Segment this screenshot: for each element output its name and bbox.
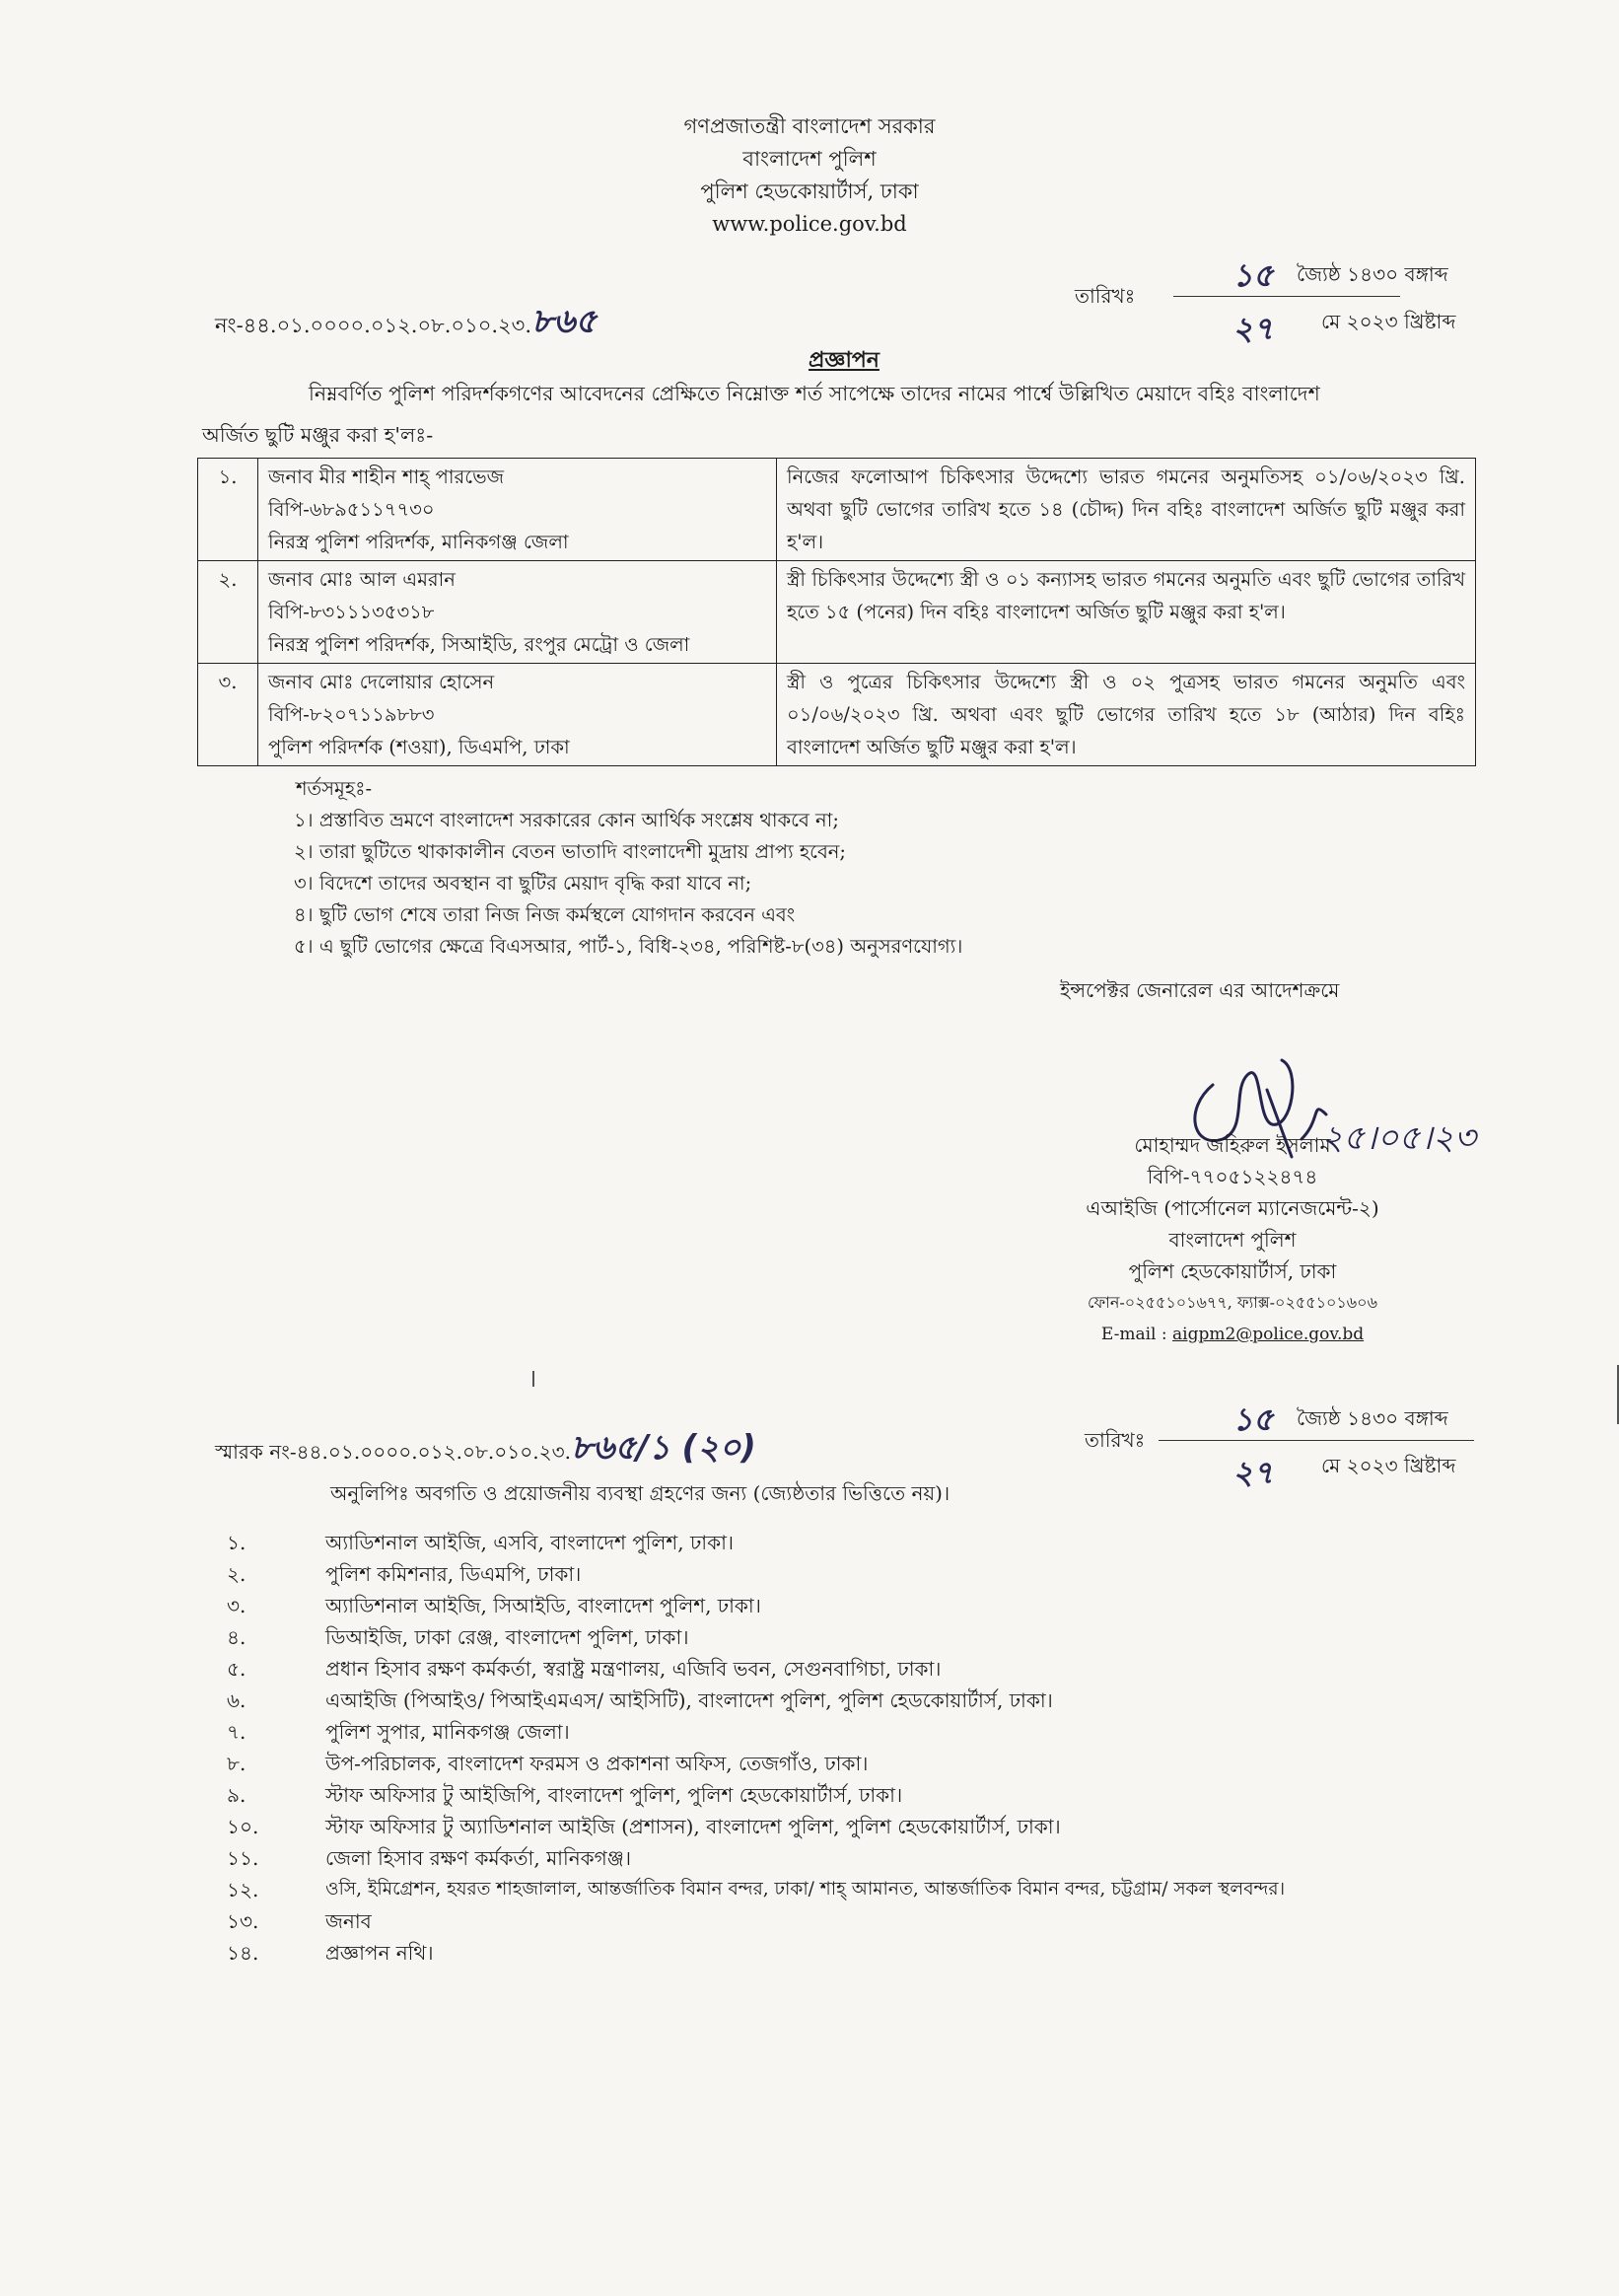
officer-designation: নিরস্ত্র পুলিশ পরিদর্শক, মানিকগঞ্জ জেলা [268, 531, 569, 553]
govt-title: গণপ্রজাতন্ত্রী বাংলাদেশ সরকার [683, 114, 936, 138]
list-item-number: ৮. [227, 1752, 246, 1775]
memo-number-printed: নং-৪৪.০১.০০০০.০১২.০৮.০১০.২৩. [215, 314, 532, 337]
list-item-text: স্টাফ অফিসার টু অ্যাডিশনাল আইজি (প্রশাসন), বাংলাদেশ পুলিশ, পুলিশ হেডকোয়ার্টার্স, ঢাকা। [325, 1815, 1061, 1838]
signatory-designation: এআইজি (পার্সোনেল ম্যানেজমেন্ট-২) [1086, 1196, 1379, 1220]
signatory-name: মোহাম্মদ জহিরুল ইসলাম [1134, 1133, 1331, 1157]
condition-item: ৪। ছুটি ভোগ শেষে তারা নিজ নিজ কর্মস্থলে যোগদান করবেন এবং [294, 903, 796, 926]
serial-cell: ১. [198, 459, 258, 561]
list-item-number: ৭. [227, 1720, 246, 1744]
signatory-office: পুলিশ হেডকোয়ার্টার্স, ঢাকা [1128, 1259, 1337, 1283]
list-item [227, 1811, 1285, 1842]
list-item-number: ১৪. [227, 1941, 259, 1965]
memo-number-handwritten: ৮৬৫ [531, 302, 598, 341]
signature-handwritten-date: ২৫।০৫।২৩ [1321, 1118, 1476, 1158]
fold-mark [532, 1371, 534, 1387]
list-item-number: ৪. [227, 1625, 246, 1649]
officer-designation: নিরস্ত্র পুলিশ পরিদর্শক, সিআইডি, রংপুর মেট্রো ও জেলা [268, 633, 690, 656]
list-item-text: অ্যাডিশনাল আইজি, এসবি, বাংলাদেশ পুলিশ, ঢাকা। [325, 1531, 735, 1554]
intro-line-2: অর্জিত ছুটি মঞ্জুর করা হ'লঃ- [202, 423, 434, 447]
list-item-text: প্রজ্ঞাপন নথি। [325, 1941, 434, 1965]
date-gregorian-rest: মে ২০২৩ খ্রিষ্টাব্দ [1321, 310, 1456, 333]
order-line: ইন্সপেক্টর জেনারেল এর আদেশক্রমে [1060, 978, 1340, 1002]
date2-bangla-rest: জ্যৈষ্ঠ ১৪৩০ বঙ্গাব্দ [1297, 1406, 1448, 1430]
condition-item: ৫। এ ছুটি ভোগের ক্ষেত্রে বিএসআর, পার্ট-১, বিধি-২৩৪, পরিশিষ্ট-৮(৩৪) অনুসরণযোগ্য। [294, 935, 963, 958]
memo2-number-printed: স্মারক নং-৪৪.০১.০০০০.০১২.০৮.০১০.২৩. [215, 1440, 571, 1464]
list-item [227, 1905, 1285, 1937]
list-item-text: অ্যাডিশনাল আইজি, সিআইডি, বাংলাদেশ পুলিশ, ঢাকা। [325, 1594, 761, 1617]
list-item [227, 1937, 1285, 1969]
list-item-text: জনাব [325, 1909, 372, 1933]
officer-cell [258, 459, 777, 561]
notice-intro [202, 373, 1474, 456]
notice-title: প্রজ্ঞাপন [809, 347, 880, 373]
table-row [198, 459, 1476, 561]
conditions-heading: শর্তসমূহঃ- [296, 777, 373, 800]
list-item-text: পুলিশ সুপার, মানিকগঞ্জ জেলা। [325, 1720, 570, 1744]
officers-table-body [198, 459, 1476, 766]
list-item-text: ওসি, ইমিগ্রেশন, হযরত শাহজালাল, আন্তর্জাতিক বিমান বন্দর, ঢাকা/ শাহ্‌ আমানত, আন্তর্জাতিক বিমান বন্দর, চট্টগ্রাম/ সকল স্থলবন্দর। [325, 1879, 1286, 1900]
serial-cell: ৩. [198, 664, 258, 766]
condition-item: ১। প্রস্তাবিত ভ্রমণে বাংলাদেশ সরকারের কোন আর্থিক সংশ্লেষ থাকবে না; [294, 809, 839, 831]
serial-cell: ২. [198, 561, 258, 664]
officer-cell [258, 561, 777, 664]
letterhead [0, 110, 1619, 241]
list-item [227, 1558, 1285, 1590]
list-item-text: ডিআইজি, ঢাকা রেঞ্জ, বাংলাদেশ পুলিশ, ঢাকা। [325, 1625, 689, 1649]
date2-gregorian-rest: মে ২০২৩ খ্রিষ্টাব্দ [1321, 1454, 1456, 1477]
email-label: E-mail : [1100, 1325, 1167, 1344]
list-item [227, 1716, 1285, 1748]
conditions [294, 773, 962, 963]
signatory-phone: ফোন-০২৫৫১০১৬৭৭, ফ্যাক্স-০২৫৫১০১৬০৬ [1088, 1293, 1377, 1312]
officer-designation: পুলিশ পরিদর্শক (শওয়া), ডিএমপি, ঢাকা [268, 736, 570, 758]
signatory-org: বাংলাদেশ পুলিশ [1168, 1228, 1297, 1252]
list-item [227, 1685, 1285, 1716]
list-item-number: ৯. [227, 1783, 246, 1807]
memo2-number-handwritten: ৮৬৫/১ (২০) [571, 1428, 756, 1468]
date-bangla-rest: জ্যৈষ্ঠ ১৪৩০ বঙ্গাব্দ [1297, 262, 1448, 286]
list-item-number: ৫. [227, 1657, 246, 1681]
officer-name: জনাব মীর শাহীন শাহ্‌ পারভেজ [268, 466, 505, 488]
distribution-heading: অনুলিপিঃ অবগতি ও প্রয়োজনীয় ব্যবস্থা গ্রহণের জন্য (জ্যেষ্ঠতার ভিত্তিতে নয়)। [330, 1481, 950, 1505]
date-label: তারিখঃ [1075, 284, 1136, 308]
list-item [227, 1527, 1285, 1558]
condition-item: ৩। বিদেশে তাদের অবস্থান বা ছুটির মেয়াদ বৃদ্ধি করা যাবে না; [294, 872, 752, 895]
memo-date [1075, 254, 1469, 347]
list-item-text: প্রধান হিসাব রক্ষণ কর্মকর্তা, স্বরাষ্ট্র মন্ত্রণালয়, এজিবি ভবন, সেগুনবাগিচা, ঢাকা। [325, 1657, 942, 1681]
signature-block [1065, 1129, 1400, 1350]
list-item-number: ১০. [227, 1815, 259, 1838]
list-item-text: উপ-পরিচালক, বাংলাদেশ ফরমস ও প্রকাশনা অফিস, তেজগাঁও, ঢাকা। [325, 1752, 869, 1775]
list-item-number: ১. [227, 1531, 246, 1554]
list-item-number: ১১. [227, 1846, 259, 1870]
officer-cell [258, 664, 777, 766]
email-link[interactable]: aigpm2@police.gov.bd [1172, 1325, 1365, 1344]
leave-detail-cell: স্ত্রী ও পুত্রের চিকিৎসার উদ্দেশ্যে স্ত্রী ও ০২ পুত্রসহ ভারত গমনের অনুমতি এবং ০১/০৬/২০২৩ খ্রি. অথবা এবং ছুটি ভোগের তারিখ হতে ১৮ (আঠার) দিন বহিঃ বাংলাদেশ অর্জিত ছুটি মঞ্জুর করা হ'ল। [777, 664, 1476, 766]
list-item [227, 1590, 1285, 1621]
list-item-text: পুলিশ কমিশনার, ডিএমপি, ঢাকা। [325, 1562, 582, 1586]
memo2-date [1085, 1399, 1479, 1491]
date2-gregorian-day: ২৭ [1232, 1454, 1274, 1491]
intro-line-1: নিম্নবর্ণিত পুলিশ পরিদর্শকগণের আবেদনের প্রেক্ষিতে নিম্নোক্ত শর্ত সাপেক্ষে তাদের নামের পার্শ্বে উল্লিখিত মেয়াদে বহিঃ বাংলাদেশ [309, 382, 1320, 405]
list-item [227, 1874, 1285, 1905]
list-item-number: ৩. [227, 1594, 246, 1617]
officers-table [197, 458, 1476, 766]
distribution-list [227, 1527, 1285, 1969]
list-item [227, 1748, 1285, 1779]
list-item-number: ৬. [227, 1688, 246, 1712]
table-row [198, 561, 1476, 664]
officer-name: জনাব মোঃ দেলোয়ার হোসেন [268, 671, 495, 693]
date2-label: তারিখঃ [1085, 1428, 1146, 1452]
officer-bp: বিপি-৮৩১১১৩৫৩১৮ [268, 601, 435, 623]
list-item-number: ২. [227, 1562, 246, 1586]
condition-item: ২। তারা ছুটিতে থাকাকালীন বেতন ভাতাদি বাংলাদেশী মুদ্রায় প্রাপ্য হবেন; [294, 840, 847, 863]
website: www.police.gov.bd [712, 212, 907, 236]
officer-name: জনাব মোঃ আল এমরান [268, 568, 456, 591]
signatory-bp: বিপি-৭৭০৫১২২৪৭৪ [1147, 1165, 1318, 1188]
date-gregorian-day: ২৭ [1232, 310, 1274, 347]
list-item-text: স্টাফ অফিসার টু আইজিপি, বাংলাদেশ পুলিশ, পুলিশ হেডকোয়ার্টার্স, ঢাকা। [325, 1783, 903, 1807]
org-title: বাংলাদেশ পুলিশ [742, 147, 877, 171]
office-title: পুলিশ হেডকোয়ার্টার্স, ঢাকা [700, 179, 919, 203]
leave-detail-cell: স্ত্রী চিকিৎসার উদ্দেশ্যে স্ত্রী ও ০১ কন্যাসহ ভারত গমনের অনুমতি এবং ছুটি ভোগের তারিখ হতে ১৫ (পনের) দিন বহিঃ বাংলাদেশ অর্জিত ছুটি মঞ্জুর করা হ'ল। [777, 561, 1476, 664]
list-item [227, 1842, 1285, 1874]
memo2-number [215, 1422, 756, 1478]
list-item [227, 1621, 1285, 1653]
list-item-text: এআইজি (পিআইও/ পিআইএমএস/ আইসিটি), বাংলাদেশ পুলিশ, পুলিশ হেডকোয়ার্টার্স, ঢাকা। [325, 1688, 1053, 1712]
memo-number [215, 296, 597, 352]
officer-bp: বিপি-৮২০৭১১৯৮৮৩ [268, 703, 435, 726]
list-item-text: জেলা হিসাব রক্ষণ কর্মকর্তা, মানিকগঞ্জ। [325, 1846, 631, 1870]
list-item-number: ১২. [227, 1878, 259, 1901]
list-item [227, 1653, 1285, 1685]
list-item-number: ১৩. [227, 1909, 259, 1933]
list-item [227, 1779, 1285, 1811]
table-row [198, 664, 1476, 766]
signatory-email-line [1065, 1319, 1400, 1350]
date2-bangla-day: ১৫ [1232, 1400, 1274, 1438]
officer-bp: বিপি-৬৮৯৫১১৭৭৩০ [268, 498, 435, 521]
date-bangla-day: ১৫ [1232, 256, 1274, 294]
leave-detail-cell: নিজের ফলোআপ চিকিৎসার উদ্দেশ্যে ভারত গমনের অনুমতিসহ ০১/০৬/২০২৩ খ্রি. অথবা ছুটি ভোগের তারিখ হতে ১৪ (চৌদ্দ) দিন বহিঃ বাংলাদেশ অর্জিত ছুটি মঞ্জুর করা হ'ল। [777, 459, 1476, 561]
